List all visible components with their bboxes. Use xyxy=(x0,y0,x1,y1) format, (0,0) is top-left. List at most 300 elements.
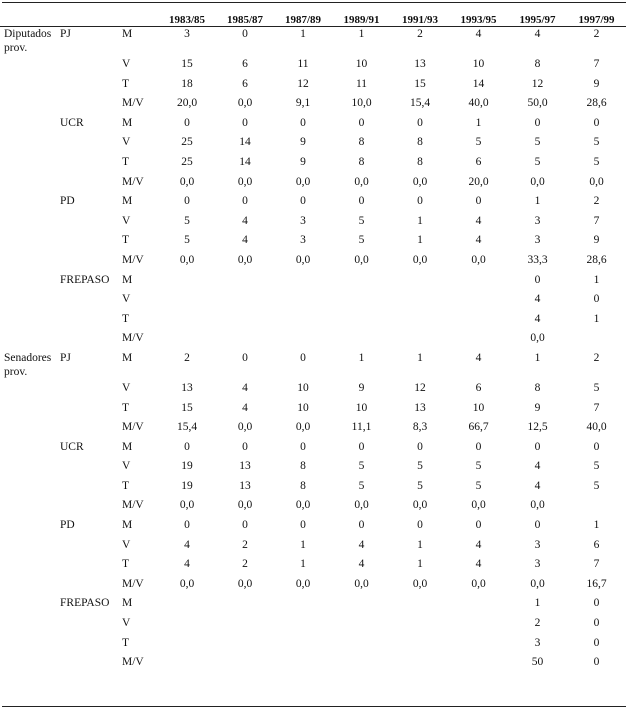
value-cell: 0,0 xyxy=(471,253,486,266)
value-cell: 1 xyxy=(358,351,365,364)
value-cell xyxy=(332,655,391,675)
value-cell: 4 xyxy=(242,401,248,414)
table-row xyxy=(0,596,626,616)
row-party: UCR xyxy=(60,116,84,129)
value-cell xyxy=(332,273,391,293)
value-cell: 4 xyxy=(242,234,248,247)
value-cell: 5 xyxy=(358,234,365,247)
value-cell xyxy=(274,312,332,332)
value-cell: 25 xyxy=(181,155,193,168)
value-cell: 6 xyxy=(242,77,248,90)
value-cell: 9 xyxy=(534,401,541,414)
value-cell: 9 xyxy=(300,155,306,168)
value-cell: 11,1 xyxy=(351,421,372,434)
value-cell: 0,0 xyxy=(179,175,195,188)
row-category xyxy=(0,233,60,253)
value-cell: 5 xyxy=(184,234,190,247)
value-cell xyxy=(216,636,274,656)
row-party: FREPASO xyxy=(60,597,110,610)
value-cell: 20,0 xyxy=(468,175,489,188)
value-cell: 0 xyxy=(593,597,600,610)
value-cell: 1 xyxy=(593,519,600,532)
value-cell: 28,6 xyxy=(586,97,607,110)
value-cell: 0,0 xyxy=(295,421,311,434)
value-cell xyxy=(449,312,508,332)
column-header: 1983/85 xyxy=(158,4,216,27)
value-cell: 8 xyxy=(300,479,306,492)
value-cell xyxy=(567,498,626,518)
value-cell: 8 xyxy=(300,460,306,473)
value-cell: 0 xyxy=(300,519,306,532)
value-cell: 40,0 xyxy=(586,421,607,434)
row-metric: V xyxy=(122,460,131,473)
value-cell: 4 xyxy=(475,214,482,227)
value-cell xyxy=(449,292,508,312)
table-body xyxy=(0,27,626,675)
row-party xyxy=(60,253,122,273)
value-cell xyxy=(332,331,391,351)
value-cell: 0 xyxy=(475,195,482,208)
value-cell: 0 xyxy=(242,519,248,532)
value-cell: 0 xyxy=(184,116,190,129)
value-cell: 0 xyxy=(184,519,190,532)
value-cell: 0 xyxy=(417,116,423,129)
table-row xyxy=(0,351,626,381)
column-header: 1985/87 xyxy=(216,4,274,27)
value-cell: 13 xyxy=(181,381,193,394)
value-cell: 0,0 xyxy=(179,253,195,266)
value-cell: 0 xyxy=(242,440,248,453)
row-category xyxy=(0,518,60,538)
value-cell: 0,0 xyxy=(237,175,253,188)
column-header: 1989/91 xyxy=(332,4,391,27)
value-cell: 8 xyxy=(417,136,423,149)
row-category xyxy=(0,655,60,675)
value-cell: 0,0 xyxy=(354,499,369,512)
value-cell: 0,0 xyxy=(530,332,545,345)
table-row xyxy=(0,135,626,155)
value-cell: 1 xyxy=(593,273,600,286)
row-party xyxy=(60,214,122,234)
table-row xyxy=(0,57,626,77)
value-cell xyxy=(332,312,391,332)
value-cell: 3 xyxy=(534,234,541,247)
row-metric: V xyxy=(122,381,131,394)
row-category xyxy=(0,253,60,273)
value-cell xyxy=(274,616,332,636)
value-cell xyxy=(449,331,508,351)
value-cell: 0,0 xyxy=(412,499,428,512)
value-cell: 2 xyxy=(242,558,248,571)
value-cell: 2 xyxy=(534,617,541,630)
value-cell: 0,0 xyxy=(530,577,545,590)
value-cell xyxy=(158,273,216,293)
value-cell: 0,0 xyxy=(589,175,604,188)
value-cell: 1 xyxy=(417,558,423,571)
value-cell: 6 xyxy=(242,58,248,70)
row-party: FREPASO xyxy=(60,273,110,286)
value-cell: 10 xyxy=(297,401,309,414)
table-row xyxy=(0,498,626,518)
row-category xyxy=(0,312,60,332)
value-cell: 5 xyxy=(534,155,541,168)
value-cell: 4 xyxy=(475,28,482,40)
value-cell: 1 xyxy=(534,597,541,610)
value-cell: 12 xyxy=(531,77,544,90)
value-cell: 0 xyxy=(358,116,365,129)
value-cell xyxy=(274,292,332,312)
value-cell: 8 xyxy=(534,58,541,70)
row-metric: M/V xyxy=(122,332,144,345)
table-row xyxy=(0,175,626,195)
row-party: UCR xyxy=(60,440,84,453)
table-row xyxy=(0,616,626,636)
row-party xyxy=(60,155,122,175)
value-cell: 2 xyxy=(593,351,600,364)
row-party xyxy=(60,577,122,597)
value-cell: 5 xyxy=(593,479,600,492)
row-party xyxy=(60,312,122,332)
column-header: 1995/97 xyxy=(508,4,567,27)
value-cell: 4 xyxy=(534,312,541,325)
value-cell xyxy=(391,273,449,293)
row-metric: V xyxy=(122,617,131,630)
value-cell: 0 xyxy=(300,116,306,129)
value-cell: 0 xyxy=(417,195,423,208)
row-party xyxy=(60,655,122,675)
row-category xyxy=(0,401,60,421)
row-party xyxy=(60,96,122,116)
row-category xyxy=(0,57,60,77)
value-cell: 6 xyxy=(593,538,600,551)
row-category xyxy=(0,459,60,479)
value-cell xyxy=(158,616,216,636)
table-row xyxy=(0,155,626,175)
row-category xyxy=(0,96,60,116)
header-empty xyxy=(122,4,158,27)
value-cell: 0,0 xyxy=(237,577,253,590)
value-cell: 0 xyxy=(593,440,600,453)
row-category xyxy=(0,175,60,195)
value-cell: 0 xyxy=(534,273,541,286)
row-category xyxy=(0,194,60,214)
value-cell xyxy=(158,655,216,675)
row-metric: M xyxy=(122,273,133,286)
row-category xyxy=(0,381,60,401)
value-cell: 10 xyxy=(355,401,368,414)
table-row xyxy=(0,577,626,597)
row-metric: M xyxy=(122,116,133,129)
table-row xyxy=(0,116,626,136)
table-row xyxy=(0,440,626,460)
value-cell: 4 xyxy=(534,293,541,306)
row-metric: V xyxy=(122,136,131,149)
value-cell: 0,0 xyxy=(237,499,253,512)
value-cell: 0 xyxy=(300,195,306,208)
table-row xyxy=(0,479,626,499)
value-cell: 5 xyxy=(358,214,365,227)
value-cell: 5 xyxy=(593,460,600,473)
row-party xyxy=(60,557,122,577)
value-cell: 12,5 xyxy=(527,421,548,434)
value-cell xyxy=(449,616,508,636)
value-cell: 4 xyxy=(242,381,248,394)
value-cell xyxy=(274,636,332,656)
value-cell: 0 xyxy=(593,636,600,649)
value-cell: 20,0 xyxy=(176,97,198,110)
row-metric: M xyxy=(122,28,133,40)
value-cell: 0 xyxy=(300,351,306,364)
value-cell: 5 xyxy=(358,460,365,473)
column-header: 1993/95 xyxy=(449,4,508,27)
row-metric: M xyxy=(122,440,133,453)
row-metric: M/V xyxy=(122,577,144,590)
row-metric: M xyxy=(122,351,133,364)
value-cell: 3 xyxy=(534,636,541,649)
value-cell xyxy=(332,636,391,656)
value-cell: 2 xyxy=(417,28,423,40)
row-metric: M xyxy=(122,195,133,208)
value-cell: 5 xyxy=(593,155,600,168)
row-category xyxy=(0,479,60,499)
value-cell: 5 xyxy=(358,479,365,492)
value-cell xyxy=(449,655,508,675)
value-cell: 9 xyxy=(358,381,365,394)
row-category xyxy=(0,214,60,234)
value-cell xyxy=(332,596,391,616)
value-cell: 4 xyxy=(534,460,541,473)
row-metric: M/V xyxy=(122,253,144,266)
row-metric: M/V xyxy=(122,656,144,669)
row-category: Senadores prov. xyxy=(4,351,52,378)
value-cell: 0 xyxy=(534,440,541,453)
row-party xyxy=(60,401,122,421)
value-cell: 9 xyxy=(593,77,600,90)
row-category xyxy=(0,596,60,616)
value-cell xyxy=(274,596,332,616)
value-cell: 0,0 xyxy=(412,175,428,188)
value-cell: 1 xyxy=(358,28,365,40)
row-party xyxy=(60,331,122,351)
value-cell: 5 xyxy=(475,136,482,149)
value-cell: 5 xyxy=(475,460,482,473)
value-cell: 19 xyxy=(181,460,193,473)
column-header: 1991/93 xyxy=(391,4,449,27)
value-cell: 15,4 xyxy=(409,97,431,110)
value-cell: 0,0 xyxy=(471,499,486,512)
row-category xyxy=(0,440,60,460)
table-row xyxy=(0,273,626,293)
row-category xyxy=(0,420,60,440)
value-cell xyxy=(449,273,508,293)
value-cell: 4 xyxy=(358,558,365,571)
value-cell: 15 xyxy=(181,58,193,70)
value-cell xyxy=(449,636,508,656)
value-cell: 0 xyxy=(300,440,306,453)
value-cell xyxy=(158,312,216,332)
value-cell: 0,0 xyxy=(295,499,311,512)
value-cell: 0 xyxy=(475,440,482,453)
value-cell: 28,6 xyxy=(586,253,607,266)
row-party xyxy=(60,135,122,155)
value-cell: 5 xyxy=(593,136,600,149)
value-cell xyxy=(391,312,449,332)
row-party xyxy=(60,459,122,479)
value-cell xyxy=(449,596,508,616)
value-cell xyxy=(391,331,449,351)
value-cell: 10,0 xyxy=(351,97,372,110)
row-category xyxy=(0,557,60,577)
value-cell: 3 xyxy=(300,214,306,227)
value-cell: 1 xyxy=(534,351,541,364)
row-category xyxy=(0,616,60,636)
value-cell: 3 xyxy=(534,214,541,227)
value-cell: 66,7 xyxy=(468,421,489,434)
value-cell: 13 xyxy=(239,460,251,473)
row-category xyxy=(0,636,60,656)
value-cell: 2 xyxy=(184,351,190,364)
value-cell: 0,0 xyxy=(237,97,253,110)
value-cell: 11 xyxy=(355,77,368,90)
row-metric: T xyxy=(122,77,130,90)
value-cell: 9,1 xyxy=(295,97,311,110)
value-cell: 13 xyxy=(414,401,426,414)
bottom-rule xyxy=(2,706,626,707)
value-cell: 16,7 xyxy=(586,577,607,590)
row-metric: V xyxy=(122,214,131,227)
value-cell xyxy=(216,655,274,675)
value-cell: 4 xyxy=(475,351,482,364)
value-cell: 9 xyxy=(593,234,600,247)
value-cell xyxy=(216,596,274,616)
value-cell: 2 xyxy=(593,195,600,208)
value-cell: 0,0 xyxy=(295,175,311,188)
row-party xyxy=(60,292,122,312)
value-cell: 8 xyxy=(358,136,365,149)
table-row xyxy=(0,538,626,558)
value-cell: 0,0 xyxy=(179,499,195,512)
value-cell: 13 xyxy=(414,58,426,70)
row-party xyxy=(60,175,122,195)
value-cell: 4 xyxy=(534,479,541,492)
row-party: PJ xyxy=(60,351,71,364)
value-cell: 0,0 xyxy=(237,421,253,434)
value-cell: 3 xyxy=(300,234,306,247)
value-cell: 6 xyxy=(475,381,482,394)
value-cell: 7 xyxy=(593,214,600,227)
value-cell: 0,0 xyxy=(295,577,311,590)
value-cell: 8,3 xyxy=(412,421,428,434)
value-cell xyxy=(216,292,274,312)
row-category xyxy=(0,577,60,597)
row-metric: V xyxy=(122,293,131,306)
row-metric: T xyxy=(122,401,130,414)
value-cell: 3 xyxy=(184,28,190,40)
value-cell: 0 xyxy=(358,195,365,208)
value-cell: 8 xyxy=(358,155,365,168)
value-cell: 0,0 xyxy=(530,499,545,512)
value-cell: 12 xyxy=(414,381,426,394)
value-cell: 0,0 xyxy=(354,577,369,590)
value-cell: 1 xyxy=(417,214,423,227)
value-cell xyxy=(332,616,391,636)
row-party xyxy=(60,233,122,253)
value-cell: 0 xyxy=(242,351,248,364)
value-cell: 10 xyxy=(355,58,368,70)
value-cell: 14 xyxy=(239,136,251,149)
value-cell: 50 xyxy=(531,656,544,669)
value-cell: 0,0 xyxy=(354,175,369,188)
value-cell xyxy=(391,655,449,675)
row-category: Diputados prov. xyxy=(4,28,52,54)
value-cell xyxy=(158,636,216,656)
table-row xyxy=(0,459,626,479)
value-cell: 33,3 xyxy=(527,253,548,266)
value-cell: 10 xyxy=(472,401,485,414)
value-cell: 0 xyxy=(534,116,541,129)
value-cell xyxy=(332,292,391,312)
value-cell xyxy=(391,616,449,636)
value-cell: 10 xyxy=(472,58,485,70)
row-metric: T xyxy=(122,234,130,247)
value-cell xyxy=(274,331,332,351)
value-cell: 5 xyxy=(417,479,423,492)
value-cell: 0 xyxy=(358,519,365,532)
value-cell: 1 xyxy=(475,116,482,129)
value-cell: 0 xyxy=(358,440,365,453)
row-category xyxy=(0,155,60,175)
value-cell: 0 xyxy=(242,195,248,208)
header-empty xyxy=(60,4,122,27)
row-party xyxy=(60,57,122,77)
value-cell: 4 xyxy=(358,538,365,551)
top-rule xyxy=(2,2,626,3)
row-party xyxy=(60,538,122,558)
value-cell xyxy=(391,596,449,616)
value-cell: 3 xyxy=(534,558,541,571)
value-cell: 0 xyxy=(417,519,423,532)
value-cell: 2 xyxy=(242,538,248,551)
row-party: PD xyxy=(60,519,75,532)
row-category xyxy=(0,331,60,351)
row-metric: M/V xyxy=(122,97,144,110)
header-empty xyxy=(0,4,60,27)
row-category xyxy=(0,498,60,518)
row-metric: T xyxy=(122,558,130,571)
value-cell: 0,0 xyxy=(412,253,428,266)
value-cell xyxy=(391,636,449,656)
row-party xyxy=(60,77,122,97)
value-cell xyxy=(567,331,626,351)
value-cell xyxy=(391,292,449,312)
value-cell xyxy=(216,273,274,293)
value-cell: 5 xyxy=(184,214,190,227)
column-header: 1997/99 xyxy=(567,4,626,27)
table-row xyxy=(0,655,626,675)
value-cell xyxy=(216,331,274,351)
table-row xyxy=(0,636,626,656)
value-cell: 10 xyxy=(297,381,309,394)
value-cell: 0,0 xyxy=(412,577,428,590)
value-cell xyxy=(274,655,332,675)
row-category xyxy=(0,292,60,312)
table-row xyxy=(0,77,626,97)
value-cell xyxy=(216,616,274,636)
row-metric: M/V xyxy=(122,499,144,512)
row-metric: T xyxy=(122,312,130,325)
table-row xyxy=(0,312,626,332)
row-party xyxy=(60,636,122,656)
